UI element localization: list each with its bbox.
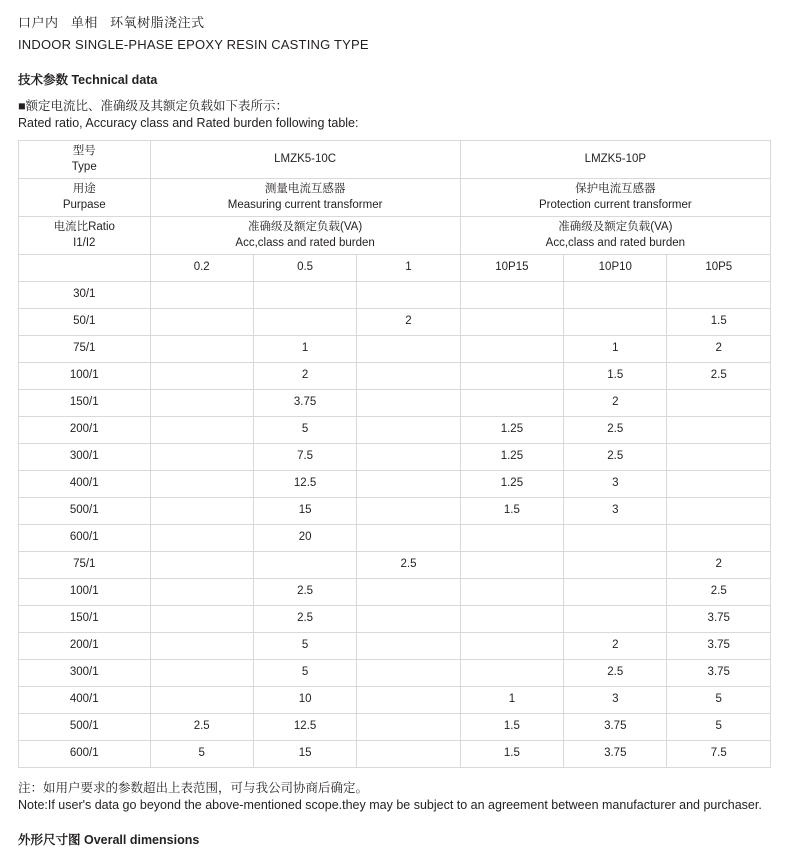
cell-model-p: LMZK5-10P: [460, 141, 770, 179]
ratio-label-cn: 电流比Ratio: [53, 221, 115, 234]
purpose-c-cn: 测量电流互感器: [264, 183, 346, 196]
cell-ratio: 75/1: [19, 336, 151, 363]
cell-value: 2: [357, 309, 460, 336]
purpose-label-en: Purpase: [62, 198, 106, 211]
cell-value: [667, 282, 771, 309]
cell-value: 3.75: [564, 741, 667, 768]
cell-value: [253, 309, 356, 336]
cell-value: [460, 660, 563, 687]
table-row: [19, 282, 771, 309]
cell-value: [253, 282, 356, 309]
table-row: [19, 552, 771, 579]
table-row: [19, 714, 771, 741]
table-row: [19, 444, 771, 471]
cell-class-blank: [19, 255, 151, 282]
cell-value: 5: [253, 633, 356, 660]
cell-value: [460, 390, 563, 417]
cell-purpose-c: [150, 179, 460, 217]
cell-class-4: 10P10: [564, 255, 667, 282]
section-bullet-en: Rated ratio, Accuracy class and Rated burden following table:: [18, 116, 359, 130]
cell-value: [667, 417, 771, 444]
purpose-p-cn: 保护电流互感器: [575, 183, 656, 196]
cell-value: 1: [253, 336, 356, 363]
cell-value: 1.5: [460, 498, 563, 525]
purpose-p-en: Protection current transformer: [538, 198, 692, 211]
cell-value: 3.75: [667, 660, 771, 687]
cell-value: [357, 579, 460, 606]
cell-value: [150, 525, 253, 552]
cell-ratio-label: [19, 217, 151, 255]
cell-purpose-p: [460, 179, 770, 217]
cell-class-3: 10P15: [460, 255, 563, 282]
cell-ratio: 500/1: [19, 714, 151, 741]
cell-value: [460, 633, 563, 660]
table-row-ratio-header: [19, 217, 771, 255]
cell-value: 1.5: [667, 309, 771, 336]
technical-data-table: [18, 140, 771, 768]
section-bullet-cn: ■额定电流比、准确级及其额定负载如下表所示：: [18, 99, 289, 113]
cell-value: [357, 714, 460, 741]
cell-value: [150, 498, 253, 525]
type-label-en: Type: [71, 160, 97, 173]
table-row: [19, 687, 771, 714]
cell-value: 2.5: [667, 363, 771, 390]
cell-value: 12.5: [253, 714, 356, 741]
cell-value: [357, 633, 460, 660]
table-row: [19, 606, 771, 633]
note-en: Note:If user's data go beyond the above-mentioned scope.they may be subject to an agreement between manufacturer and purchaser.: [18, 798, 762, 813]
cell-class-5: 10P5: [667, 255, 771, 282]
cell-value: [667, 498, 771, 525]
cell-value: [357, 687, 460, 714]
cell-value: 2.5: [150, 714, 253, 741]
cell-value: 3.75: [253, 390, 356, 417]
cell-ratio: 400/1: [19, 471, 151, 498]
cell-value: 1.5: [460, 741, 563, 768]
cell-model-c: LMZK5-10C: [150, 141, 460, 179]
cell-value: [357, 336, 460, 363]
table-row: [19, 309, 771, 336]
cell-value: 3: [564, 471, 667, 498]
cell-value: [564, 552, 667, 579]
cell-value: 3: [564, 498, 667, 525]
cell-ratio: 600/1: [19, 741, 151, 768]
cell-value: [150, 687, 253, 714]
cell-value: [460, 309, 563, 336]
cell-value: [150, 471, 253, 498]
cell-purpose-label: [19, 179, 151, 217]
cell-ratio: 150/1: [19, 390, 151, 417]
cell-type-label: [19, 141, 151, 179]
cell-value: 2: [253, 363, 356, 390]
cell-value: 2.5: [667, 579, 771, 606]
purpose-label-cn: 用途: [72, 183, 96, 196]
cell-value: [564, 309, 667, 336]
table-body: [19, 141, 771, 768]
note-cn: 注：如用户要求的参数超出上表范围，可与我公司协商后确定。: [18, 781, 369, 796]
cell-value: 15: [253, 741, 356, 768]
cell-value: [357, 390, 460, 417]
acc-c-cn: 准确级及额定负载(VA): [248, 221, 363, 234]
cell-value: 1: [564, 336, 667, 363]
cell-value: [357, 471, 460, 498]
cell-value: 3.75: [667, 633, 771, 660]
cell-value: 3.75: [667, 606, 771, 633]
cell-value: [460, 552, 563, 579]
cell-ratio: 300/1: [19, 444, 151, 471]
cell-value: 7.5: [667, 741, 771, 768]
cell-value: [460, 525, 563, 552]
table-row: [19, 741, 771, 768]
cell-value: [150, 579, 253, 606]
cell-value: [357, 417, 460, 444]
cell-value: [564, 606, 667, 633]
cell-value: [460, 606, 563, 633]
cell-value: 1.25: [460, 471, 563, 498]
cell-value: [150, 390, 253, 417]
cell-value: 1.5: [564, 363, 667, 390]
cell-value: [150, 417, 253, 444]
cell-ratio: 75/1: [19, 552, 151, 579]
cell-value: [357, 660, 460, 687]
cell-value: [357, 741, 460, 768]
cell-value: [150, 606, 253, 633]
cell-ratio: 50/1: [19, 309, 151, 336]
cell-value: [150, 363, 253, 390]
cell-value: [150, 336, 253, 363]
cell-value: 2.5: [564, 417, 667, 444]
table-row-type: [19, 141, 771, 179]
cell-value: 1.5: [460, 714, 563, 741]
cell-value: [564, 282, 667, 309]
cell-ratio: 30/1: [19, 282, 151, 309]
cell-ratio: 200/1: [19, 417, 151, 444]
cell-value: [150, 444, 253, 471]
section-heading: 技术参数 Technical data: [18, 73, 158, 87]
cell-value: [667, 444, 771, 471]
cell-ratio: 100/1: [19, 579, 151, 606]
cell-value: [150, 552, 253, 579]
cell-value: [150, 660, 253, 687]
cell-value: 2.5: [564, 444, 667, 471]
cell-value: [357, 363, 460, 390]
table-row: [19, 363, 771, 390]
cell-value: 5: [150, 741, 253, 768]
cell-value: 5: [253, 660, 356, 687]
cell-value: 2: [667, 336, 771, 363]
table-row: [19, 660, 771, 687]
cell-value: 5: [667, 687, 771, 714]
cell-value: [357, 282, 460, 309]
table-row: [19, 336, 771, 363]
cell-value: [460, 363, 563, 390]
cell-class-0: 0.2: [150, 255, 253, 282]
cell-value: [564, 525, 667, 552]
cell-value: 5: [253, 417, 356, 444]
table-row: [19, 471, 771, 498]
cell-value: [150, 309, 253, 336]
cell-value: [564, 579, 667, 606]
cell-value: 7.5: [253, 444, 356, 471]
cell-ratio: 400/1: [19, 687, 151, 714]
cell-value: 1.25: [460, 417, 563, 444]
cell-value: 10: [253, 687, 356, 714]
cell-value: [460, 336, 563, 363]
table-row: [19, 579, 771, 606]
cell-ratio: 600/1: [19, 525, 151, 552]
acc-p-cn: 准确级及额定负载(VA): [558, 221, 673, 234]
cell-value: [357, 444, 460, 471]
cell-value: 2.5: [253, 579, 356, 606]
type-label-cn: 型号: [72, 145, 96, 157]
cell-class-2: 1: [357, 255, 460, 282]
cell-value: [357, 498, 460, 525]
cell-value: 2: [667, 552, 771, 579]
purpose-c-en: Measuring current transformer: [227, 198, 383, 211]
cell-value: [667, 390, 771, 417]
cell-ratio: 100/1: [19, 363, 151, 390]
table-row-purpose: [19, 179, 771, 217]
page-title-cn: 口户内 单相 环氧树脂浇注式: [18, 15, 205, 30]
table-row: [19, 390, 771, 417]
cell-value: 1: [460, 687, 563, 714]
cell-value: [357, 525, 460, 552]
acc-p-en: Acc,class and rated burden: [545, 236, 686, 249]
cell-value: [253, 552, 356, 579]
cell-ratio: 200/1: [19, 633, 151, 660]
cell-ratio: 150/1: [19, 606, 151, 633]
table-row: [19, 525, 771, 552]
cell-ratio: 500/1: [19, 498, 151, 525]
cell-value: 3.75: [564, 714, 667, 741]
ratio-label-en: I1/I2: [73, 236, 96, 249]
cell-value: 12.5: [253, 471, 356, 498]
cell-value: [357, 606, 460, 633]
acc-c-en: Acc,class and rated burden: [235, 236, 375, 249]
cell-value: [460, 579, 563, 606]
table-row: [19, 633, 771, 660]
cell-value: [150, 282, 253, 309]
cell-acc-c: [150, 217, 460, 255]
table-row: [19, 498, 771, 525]
cell-value: 2.5: [357, 552, 460, 579]
cell-value: 2: [564, 390, 667, 417]
table-row: [19, 417, 771, 444]
cell-value: [667, 471, 771, 498]
cell-value: 2: [564, 633, 667, 660]
cell-value: 2.5: [253, 606, 356, 633]
cell-value: 15: [253, 498, 356, 525]
cell-acc-p: [460, 217, 770, 255]
cell-value: 5: [667, 714, 771, 741]
cell-value: 20: [253, 525, 356, 552]
cell-value: [667, 525, 771, 552]
cell-value: [150, 633, 253, 660]
cell-value: 3: [564, 687, 667, 714]
cell-value: 1.25: [460, 444, 563, 471]
cell-value: 2.5: [564, 660, 667, 687]
cell-value: [460, 282, 563, 309]
cell-ratio: 300/1: [19, 660, 151, 687]
cell-class-1: 0.5: [253, 255, 356, 282]
footer-heading: 外形尺寸图 Overall dimensions: [18, 833, 200, 848]
page-title-en: INDOOR SINGLE-PHASE EPOXY RESIN CASTING TYPE: [18, 37, 369, 52]
table-row-class-headers: [19, 255, 771, 282]
